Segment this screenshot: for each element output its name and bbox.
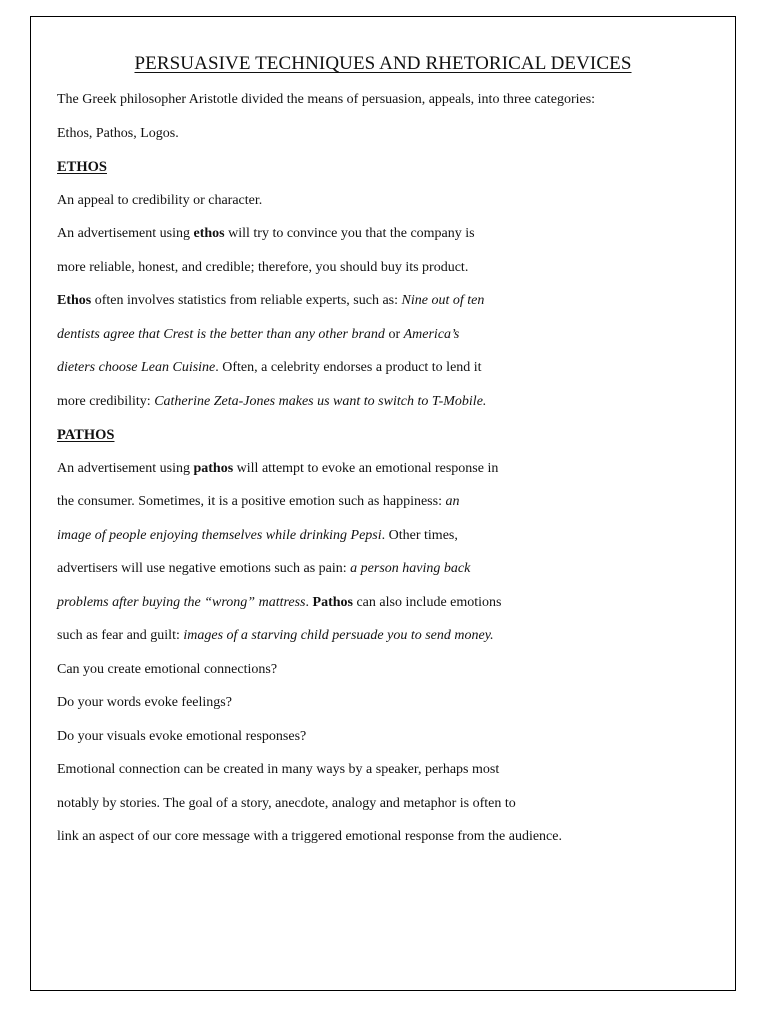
ethos-heading: ETHOS	[57, 159, 107, 175]
italic-example: an	[445, 494, 460, 509]
text-run: will attempt to evoke an emotional response in	[233, 460, 499, 476]
italic-example: images of a starving child persuade you to send money.	[183, 628, 494, 643]
intro-line-2: Ethos, Pathos, Logos.	[57, 125, 179, 141]
pathos-section-heading	[57, 425, 727, 459]
text-run: such as fear and guilt:	[57, 628, 184, 643]
text-run: .	[305, 594, 313, 610]
pathos-line-9: Do your visuals evoke emotional responses?	[57, 728, 307, 744]
pathos-line-2	[57, 492, 727, 526]
text-run: the consumer. Sometimes, it is a positive emotion such as happiness:	[57, 494, 446, 509]
pathos-line-12: link an aspect of our core message with a triggered emotional response from the audience.	[57, 829, 562, 844]
pathos-heading: PATHOS	[57, 427, 115, 443]
pathos-line-1	[57, 459, 727, 493]
text-run: . Often, a celebrity endorses a product to lend it	[215, 360, 482, 375]
ethos-line-2	[57, 224, 727, 258]
page-title-text: PERSUASIVE TECHNIQUES AND RHETORICAL DEVICES	[134, 53, 632, 74]
italic-example: problems after buying the “wrong” mattress	[57, 594, 306, 610]
text-run: advertisers will use negative emotions such as pain:	[57, 561, 351, 576]
ethos-line-7	[57, 392, 727, 426]
bold-term: ethos	[193, 226, 225, 241]
pathos-line-3	[57, 526, 727, 560]
text-run: An advertisement using	[57, 460, 194, 476]
pathos-line-11: notably by stories. The goal of a story, anecdote, analogy and metaphor is often to	[57, 795, 516, 811]
text-run: . Other times,	[381, 527, 458, 543]
bold-term: Ethos	[57, 293, 92, 308]
page-title	[31, 53, 735, 75]
italic-example: Catherine Zeta-Jones makes us want to switch to T-Mobile.	[154, 393, 487, 409]
italic-example: Nine out of ten	[401, 293, 485, 308]
bold-term: Pathos	[312, 594, 353, 610]
ethos-section-heading	[57, 157, 727, 191]
document-page	[30, 16, 736, 991]
pathos-line-8: Do your words evoke feelings?	[57, 695, 232, 710]
italic-example: dentists agree that Crest is the better than any other brand	[57, 326, 385, 342]
text-run: can also include emotions	[352, 594, 502, 610]
text-run: often involves statistics from reliable experts, such as:	[91, 293, 402, 308]
italic-example: a person having back	[350, 561, 471, 576]
ethos-line-4	[57, 291, 727, 325]
text-run: will try to convince you that the company is	[224, 226, 475, 241]
intro-line-1: The Greek philosopher Aristotle divided the means of persuasion, appeals, into three categories:	[57, 92, 596, 107]
pathos-line-7: Can you create emotional connections?	[57, 661, 278, 677]
text-run: An advertisement using	[57, 226, 194, 241]
document-body	[57, 90, 727, 861]
italic-example: dieters choose Lean Cuisine	[57, 360, 216, 375]
pathos-line-10: Emotional connection can be created in many ways by a speaker, perhaps most	[57, 762, 500, 777]
pathos-line-6	[57, 626, 727, 660]
ethos-line-3: more reliable, honest, and credible; therefore, you should buy its product.	[57, 259, 469, 275]
ethos-line-6	[57, 358, 727, 392]
italic-example: America’s	[403, 326, 460, 342]
pathos-line-5	[57, 593, 727, 627]
text-run: more credibility:	[57, 393, 155, 409]
bold-term: pathos	[193, 460, 234, 476]
italic-example: image of people enjoying themselves while drinking Pepsi	[57, 527, 382, 543]
pathos-line-4	[57, 559, 727, 593]
text-run: or	[384, 326, 404, 342]
ethos-line-5	[57, 325, 727, 359]
ethos-line-1: An appeal to credibility or character.	[57, 192, 263, 208]
